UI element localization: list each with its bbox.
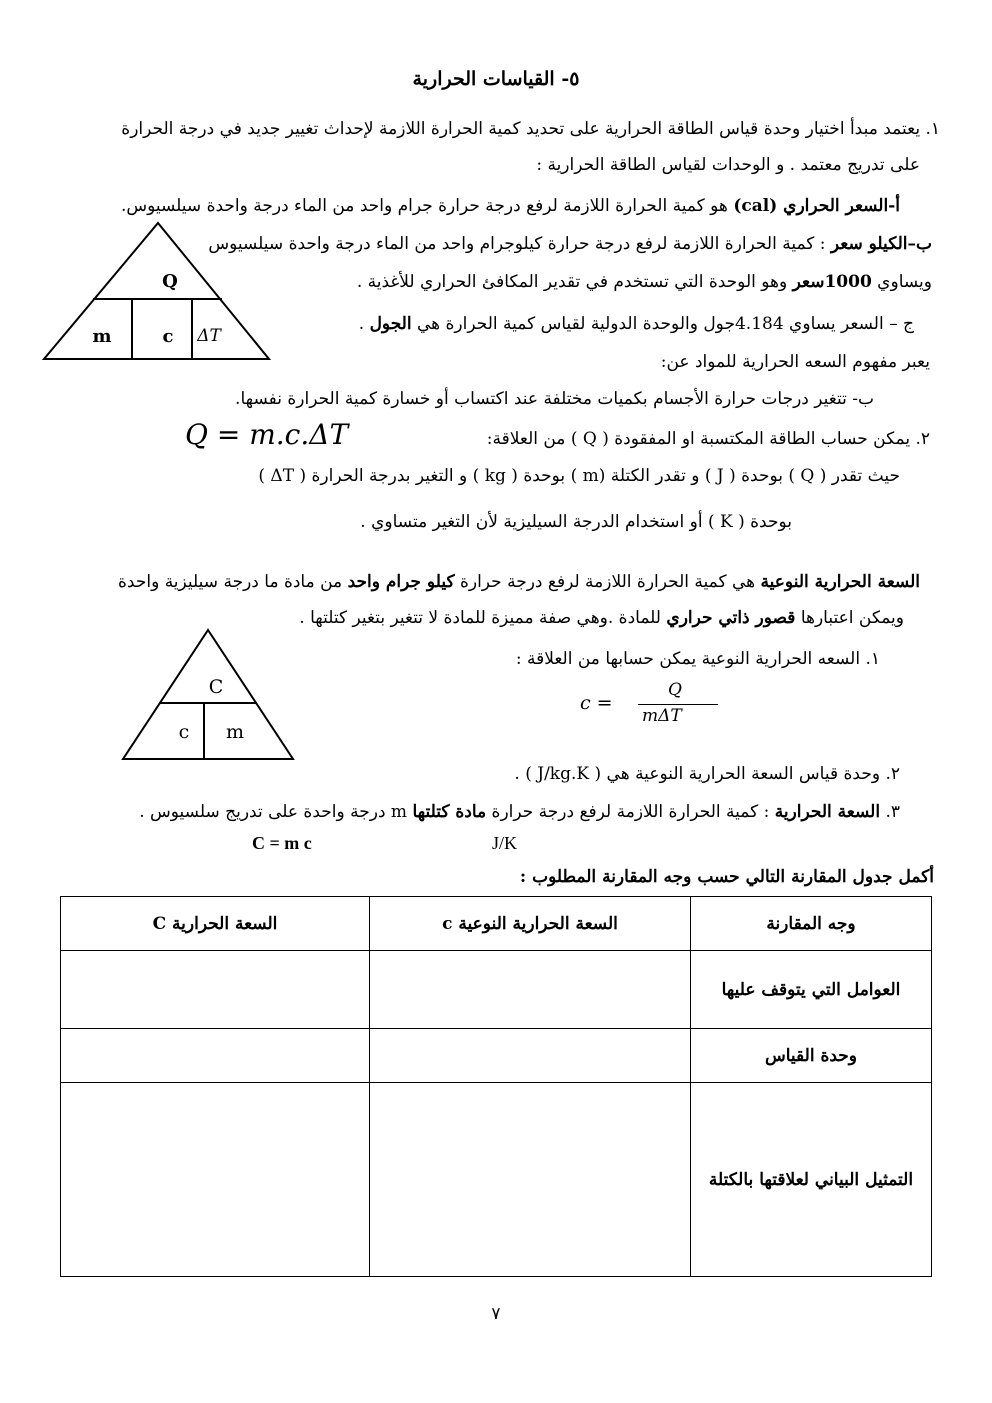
comparison-table bbox=[60, 896, 932, 1277]
page-number: ٧ bbox=[491, 1304, 501, 1324]
capacity-triangle bbox=[118, 626, 298, 764]
shc-formula-den: mΔT bbox=[642, 706, 682, 726]
joule-label: الجول bbox=[369, 314, 412, 334]
item-c: ج – السعر يساوي 4.184جول والوحدة الدولية لقياس كمية الحرارة هي الجول . bbox=[358, 314, 914, 334]
triangle1-top: Q bbox=[162, 271, 178, 292]
concept-item-b: ب- تتغير درجات حرارة الأجسام بكميات مختلفة عند اكتساب أو خسارة كمية الحرارة نفسها. bbox=[235, 389, 874, 409]
table-header-row bbox=[61, 897, 932, 951]
thermal-inertia: قصور ذاتي حراري bbox=[666, 608, 796, 628]
table-row bbox=[61, 1083, 932, 1277]
item-a-text: هو كمية الحرارة اللازمة لرفع درجة حرارة جرام واحد من الماء درجة واحدة سيلسيوس. bbox=[120, 196, 734, 216]
row-label-graph: التمثيل البياني لعلاقتها بالكتلة bbox=[691, 1083, 932, 1277]
shc-definition: السعة الحرارية النوعية هي كمية الحرارة اللازمة لرفع درجة حرارة كيلو جرام واحد من مادة ما درجة سيليزية واحدة bbox=[118, 572, 920, 592]
shc-kg: كيلو جرام واحد bbox=[347, 572, 455, 592]
table-row bbox=[61, 951, 932, 1029]
paragraph-1: ١. يعتمد مبدأ اختيار وحدة قياس الطاقة الحرارية على تحديد كمية الحرارة اللازمة لإحداث تغيير جديد في درجة الحرارة bbox=[121, 119, 940, 139]
item-a-label: أ-السعر الحراري (cal) bbox=[733, 196, 900, 216]
hc-definition: ٣. السعة الحرارية : كمية الحرارة اللازمة لرفع درجة حرارة مادة كتلتها m درجة واحدة على تدريج سلسيوس . bbox=[139, 802, 900, 822]
hc-formula: C = m c bbox=[252, 833, 312, 853]
row-label-factors: العوامل التي يتوقف عليها bbox=[691, 951, 932, 1029]
shc-item-2: ٢. وحدة قياس السعة الحرارية النوعية هي ( J/kg.K ) . bbox=[514, 764, 900, 784]
item-b-line2: ويساوي 1000سعر وهو الوحدة التي تستخدم في تقدير المكافئ الحراري للأغذية . bbox=[356, 272, 932, 292]
cell-heat-capacity-unit[interactable] bbox=[61, 1029, 370, 1083]
heat-triangle bbox=[40, 220, 275, 365]
item-a bbox=[121, 195, 900, 217]
unit-line: بوحدة ( K ) أو استخدام الدرجة السيليزية لأن التغير متساوي . bbox=[360, 512, 792, 532]
where-line: حيث تقدر ( Q ) بوحدة ( J ) و تقدر الكتلة (m ) بوحدة ( kg ) و التغير بدرجة الحرارة ( ΔT ) bbox=[258, 466, 900, 486]
shc-label: السعة الحرارية النوعية bbox=[760, 572, 920, 592]
paragraph-1-cont: على تدريج معتمد . و الوحدات لقياس الطاقة الحرارية : bbox=[536, 155, 920, 175]
shc-definition-2: ويمكن اعتبارها قصور ذاتي حراري للمادة .وهي صفة مميزة للمادة لا تتغير بتغير كتلتها . bbox=[299, 608, 904, 628]
item-b-label: ب–الكيلو سعر bbox=[830, 234, 932, 254]
triangle2-left: c bbox=[178, 721, 190, 743]
triangle1-mid: c bbox=[162, 326, 174, 347]
hc-unit: J/K bbox=[492, 833, 518, 853]
shc-item-1: ١. السعه الحرارية النوعية يمكن حسابها من العلاقة : bbox=[515, 649, 880, 669]
table-instruction: أكمل جدول المقارنة التالي حسب وجه المقارنة المطلوب : bbox=[519, 867, 934, 887]
heat-formula: Q = m.c.ΔT bbox=[185, 418, 349, 451]
paragraph-2: ٢. يمكن حساب الطاقة المكتسبة او المفقودة ( Q ) من العلاقة: bbox=[486, 429, 930, 449]
fraction-bar bbox=[638, 704, 718, 705]
cell-specific-heat-factors[interactable] bbox=[370, 951, 691, 1029]
triangle1-left: m bbox=[92, 326, 112, 347]
hc-mass: مادة كتلتها bbox=[412, 802, 487, 822]
triangle2-right: m bbox=[225, 721, 245, 743]
triangle1-right: ΔT bbox=[197, 326, 221, 346]
cell-specific-heat-graph[interactable] bbox=[370, 1083, 691, 1277]
header-comparison-aspect: وجه المقارنة bbox=[691, 897, 932, 951]
hc-label: السعة الحرارية bbox=[774, 802, 881, 822]
cell-heat-capacity-factors[interactable] bbox=[61, 951, 370, 1029]
shc-formula-lhs: c = bbox=[580, 692, 613, 714]
header-specific-heat: السعة الحرارية النوعية c bbox=[370, 897, 691, 951]
triangle2-top: C bbox=[208, 676, 224, 698]
table-row bbox=[61, 1029, 932, 1083]
row-label-unit: وحدة القياس bbox=[691, 1029, 932, 1083]
page-title: ٥- القياسات الحرارية bbox=[412, 68, 580, 90]
shc-formula bbox=[580, 680, 730, 730]
item-b-text: : كمية الحرارة اللازمة لرفع درجة حرارة كيلوجرام واحد من الماء درجة واحدة سيلسيوس bbox=[208, 234, 831, 254]
concept-line: يعبر مفهوم السعه الحرارية للمواد عن: bbox=[660, 352, 930, 372]
shc-formula-num: Q bbox=[668, 680, 682, 700]
header-heat-capacity: السعة الحرارية C bbox=[61, 897, 370, 951]
cell-heat-capacity-graph[interactable] bbox=[61, 1083, 370, 1277]
cell-specific-heat-unit[interactable] bbox=[370, 1029, 691, 1083]
kcal-value: 1000سعر bbox=[792, 272, 872, 292]
item-b bbox=[208, 233, 932, 255]
